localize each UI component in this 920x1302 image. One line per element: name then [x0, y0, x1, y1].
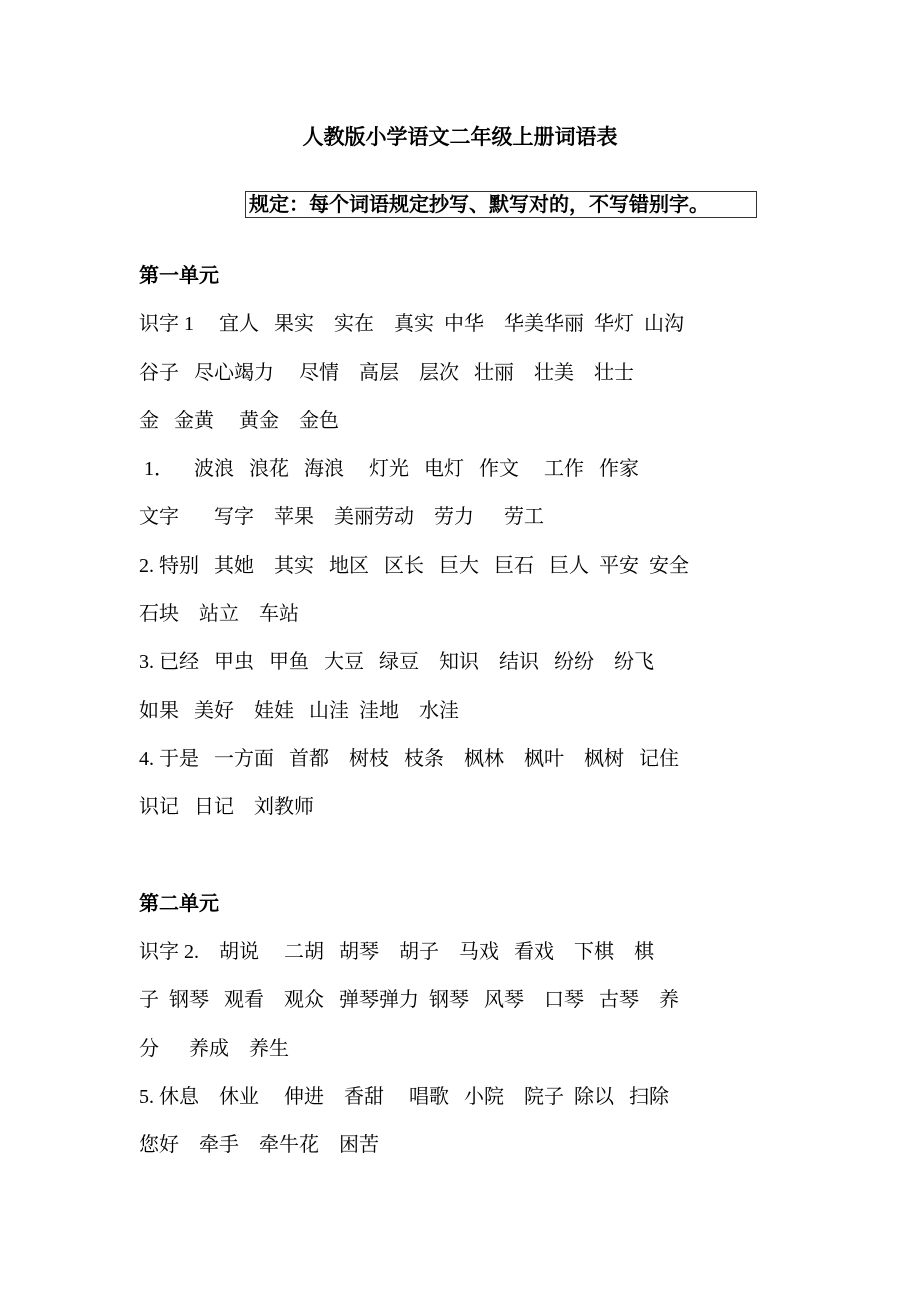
word-line: 5. 休息 休业 伸进 香甜 唱歌 小院 院子 除以 扫除: [139, 1086, 669, 1109]
word-line: 识字 2. 胡说 二胡 胡琴 胡子 马戏 看戏 下棋 棋: [139, 941, 654, 964]
rule-note-box: 规定：每个词语规定抄写、默写对的，不写错别字。: [245, 191, 757, 218]
word-line: 子 钢琴 观看 观众 弹琴弹力 钢琴 风琴 口琴 古琴 养: [139, 989, 679, 1012]
word-line: 4. 于是 一方面 首都 树枝 枝条 枫林 枫叶 枫树 记住: [139, 747, 679, 770]
word-line: 谷子 尽心竭力 尽情 高层 层次 壮丽 壮美 壮士: [139, 361, 634, 384]
word-line: 1． 波浪 浪花 海浪 灯光 电灯 作文 工作 作家: [139, 458, 639, 481]
word-line: 识字 1 宜人 果实 实在 真实 中华 华美华丽 华灯 山沟: [139, 313, 684, 336]
word-line: 文字 写字 苹果 美丽劳动 劳力 劳工: [139, 506, 544, 529]
word-line: 识记 日记 刘教师: [139, 796, 314, 819]
word-line: 分 养成 养生: [139, 1037, 289, 1060]
word-line: 您好 牵手 牵牛花 困苦: [139, 1134, 379, 1157]
word-line: 如果 美好 娃娃 山洼 洼地 水洼: [139, 699, 459, 722]
word-line: 石块 站立 车站: [139, 603, 299, 626]
word-line: 3. 已经 甲虫 甲鱼 大豆 绿豆 知识 结识 纷纷 纷飞: [139, 651, 654, 674]
document-title: 人教版小学语文二年级上册词语表: [302, 125, 618, 149]
unit-heading: 第一单元: [139, 265, 219, 287]
vocabulary-list: [139, 252, 819, 1170]
word-line: 金 金黄 黄金 金色: [139, 409, 339, 432]
spacer: [139, 832, 819, 880]
unit-heading: 第二单元: [139, 892, 219, 915]
word-line: 2. 特别 其她 其实 地区 区长 巨大 巨石 巨人 平安 安全: [139, 554, 689, 577]
